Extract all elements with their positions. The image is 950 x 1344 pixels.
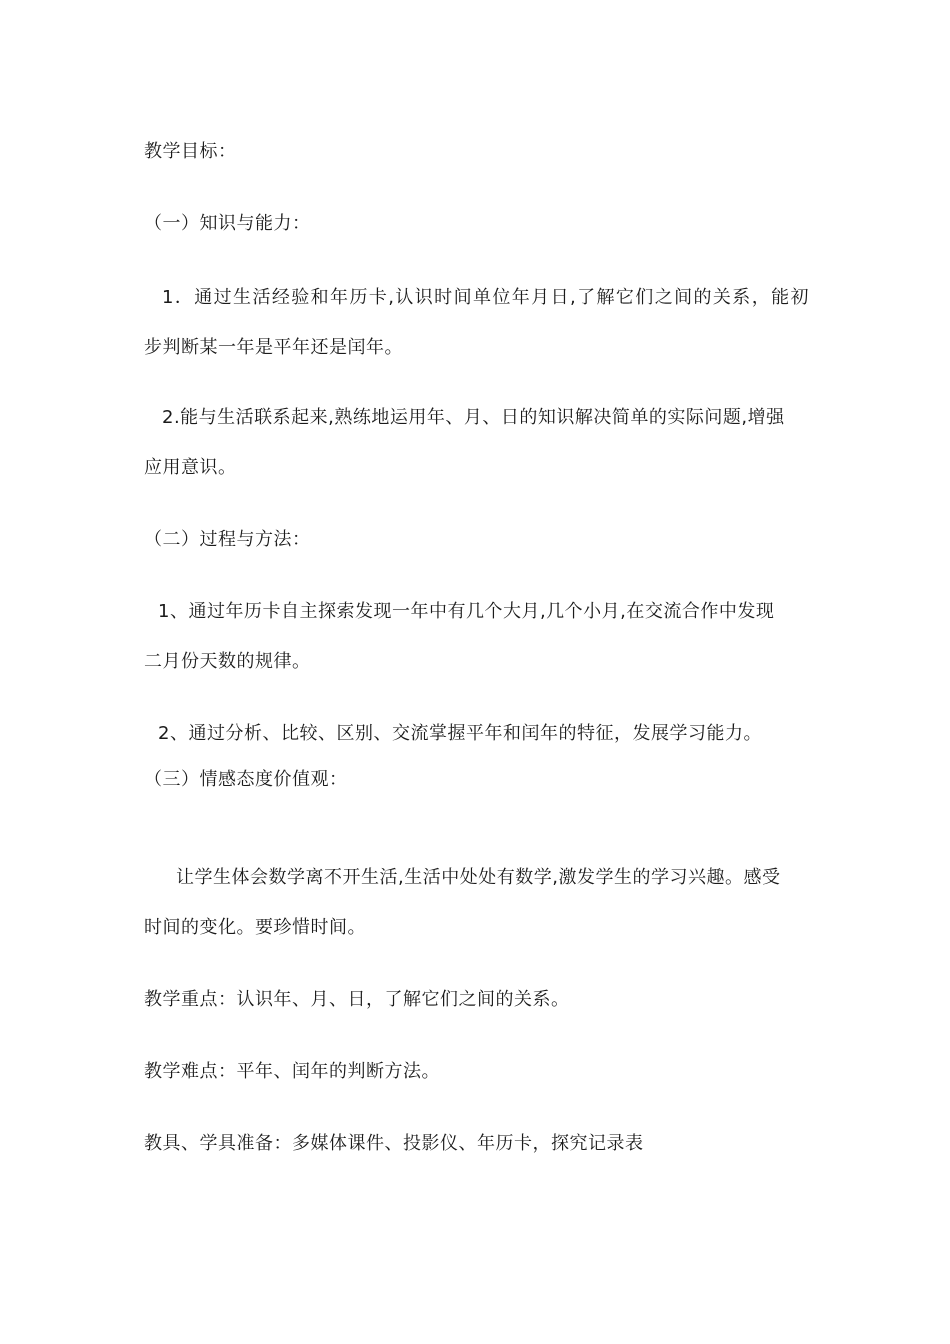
- item-1-2-line-1: 2.能与生活联系起来,熟练地运用年、月、日的知识解决简单的实际问题,增强: [162, 407, 785, 428]
- item-2-1-line-2: 二月份天数的规律。: [144, 651, 311, 672]
- section-attitude-title: （三）情感态度价值观：: [144, 769, 348, 790]
- heading-teaching-goals: 教学目标：: [144, 141, 237, 162]
- item-2-1-line-1: 1、通过年历卡自主探索发现一年中有几个大月,几个小月,在交流合作中发现: [158, 601, 775, 622]
- section-knowledge-title: （一）知识与能力：: [144, 213, 311, 234]
- item-1-1-line-1: 1．通过生活经验和年历卡,认识时间单位年月日,了解它们之间的关系，能初: [162, 287, 810, 308]
- item-3-line-1: 让学生体会数学离不开生活,生活中处处有数学,激发学生的学习兴趣。感受: [176, 867, 781, 888]
- item-3-line-2: 时间的变化。要珍惜时间。: [144, 917, 366, 938]
- item-2-2: 2、通过分析、比较、区别、交流掌握平年和闰年的特征，发展学习能力。: [158, 723, 762, 744]
- item-1-2-line-2: 应用意识。: [144, 457, 237, 478]
- item-1-1-line-2: 步判断某一年是平年还是闰年。: [144, 337, 403, 358]
- teaching-key-point: 教学重点：认识年、月、日，了解它们之间的关系。: [144, 989, 570, 1010]
- section-process-title: （二）过程与方法：: [144, 529, 311, 550]
- teaching-difficulty: 教学难点：平年、闰年的判断方法。: [144, 1061, 440, 1082]
- teaching-materials: 教具、学具准备：多媒体课件、投影仪、年历卡，探究记录表: [144, 1133, 644, 1154]
